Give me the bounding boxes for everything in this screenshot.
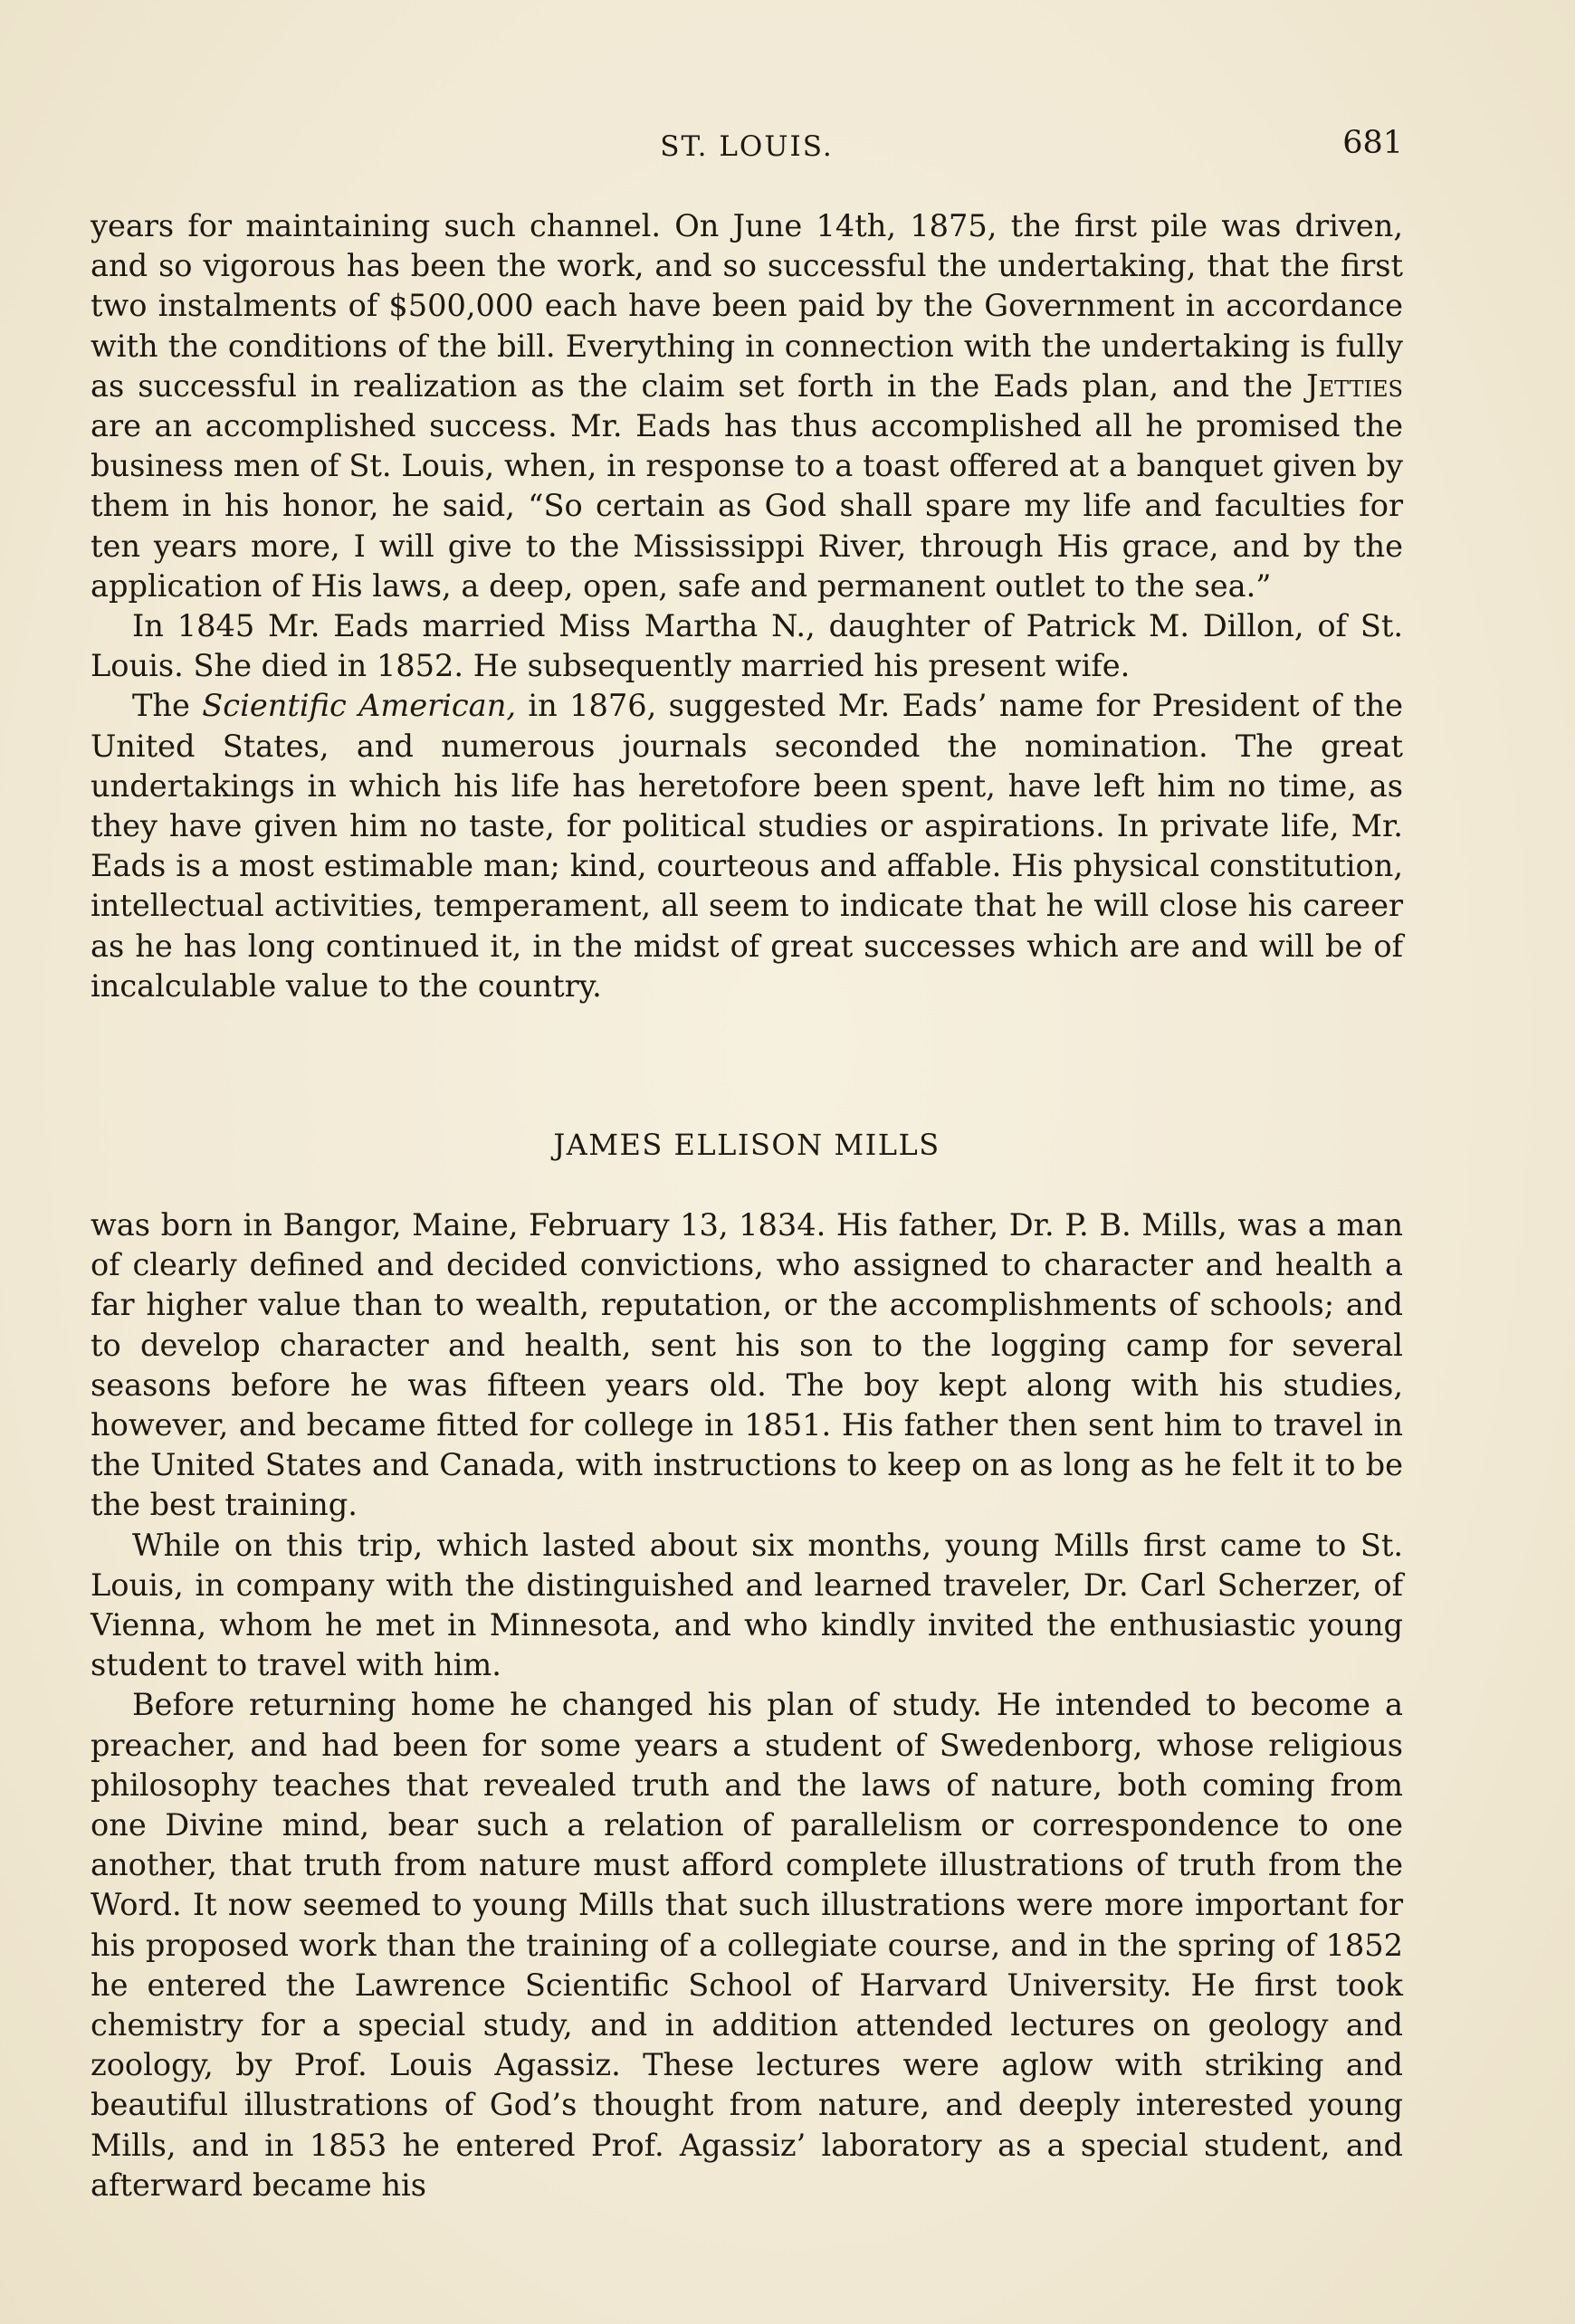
paragraph-text: years for maintaining such channel. On June 14th, 1875, the first pile was driven, and so vigorous has been the work, and so successful the undertaking, that the first two instalments of $500,000 each have been paid by the Government in accordance with the conditions of the bill. Everything in connection with the undertaking is fully as successful in realization as the claim set forth in the Eads plan, and the: [91, 208, 1403, 404]
eads-biography-continuation: [91, 206, 1403, 1006]
paragraph-text: The: [132, 688, 190, 724]
small-caps-term: Jetties: [1306, 367, 1403, 404]
italic-publication-title: Scientific American,: [202, 688, 517, 724]
paragraph-jetties: [91, 206, 1403, 606]
running-header: [91, 125, 1403, 170]
running-title: ST. LOUIS.: [660, 130, 834, 163]
page-number: 681: [1342, 125, 1403, 161]
section-heading: JAMES ELLISON MILLS: [553, 1128, 940, 1162]
mills-biography: [91, 1205, 1403, 2205]
paragraph-text: in 1876, suggested Mr. Eads’ name for President of the United States, and numerous journals seconded the nomination. The great undertakings in which his life has heretofore been spent, have left him no time, as they have given him no taste, for political studies or aspirations. In private life, Mr. Eads is a most estimable man; kind, courteous and affable. His physical constitution, intellectual activities, temperament, all seem to indicate that he will close his career as he has long continued it, in the midst of great successes which are and will be of incalculable value to the country.: [91, 688, 1403, 1004]
paragraph-travel: While on this trip, which lasted about six months, young Mills first came to St. Louis, in company with the distinguished and learned traveler, Dr. Carl Scherzer, of Vienna, whom he met in Minnesota, and who kindly invited the enthusiastic young student to travel with him.: [91, 1527, 1403, 1683]
paragraph-birth: was born in Bangor, Maine, February 13, 1834. His father, Dr. P. B. Mills, was a man of clearly defined and decided convictions, who assigned to character and health a far higher value than to wealth, reputation, or the accomplishments of schools; and to develop character and health, sent his son to the logging camp for several seasons before he was fifteen years old. The boy kept along with his studies, however, and became fitted for college in 1851. His father then sent him to travel in the United States and Canada, with instructions to keep on as long as he felt it to be the best training.: [91, 1207, 1403, 1523]
paragraph-nomination: [91, 686, 1403, 1006]
paragraph-marriage: In 1845 Mr. Eads married Miss Martha N., daughter of Patrick M. Dillon, of St. Louis. She died in 1852. He subsequently married his present wife.: [91, 608, 1403, 684]
paragraph-text: are an accomplished success. Mr. Eads has thus accomplished all he promised the business men of St. Louis, when, in response to a toast offered at a banquet given by them in his honor, he said, “So certain as God shall spare my life and faculties for ten years more, I will give to the Mississippi River, through His grace, and by the application of His laws, a deep, open, safe and permanent outlet to the sea.”: [91, 408, 1403, 604]
paragraph-study: Before returning home he changed his plan of study. He intended to become a preacher, and had been for some years a student of Swedenborg, whose religious philosophy teaches that revealed truth and the laws of nature, both coming from one Divine mind, bear such a relation of parallelism or correspondence to one another, that truth from nature must afford complete illustrations of truth from the Word. It now seemed to young Mills that such illustrations were more important for his proposed work than the training of a collegiate course, and in the spring of 1852 he entered the Lawrence Scientific School of Harvard University. He first took chemistry for a special study, and in addition attended lectures on geology and zoology, by Prof. Louis Agassiz. These lectures were aglow with striking and beautiful illustrations of God’s thought from nature, and deeply interested young Mills, and in 1853 he entered Prof. Agassiz’ laboratory as a special student, and afterward became his: [91, 1687, 1403, 2203]
